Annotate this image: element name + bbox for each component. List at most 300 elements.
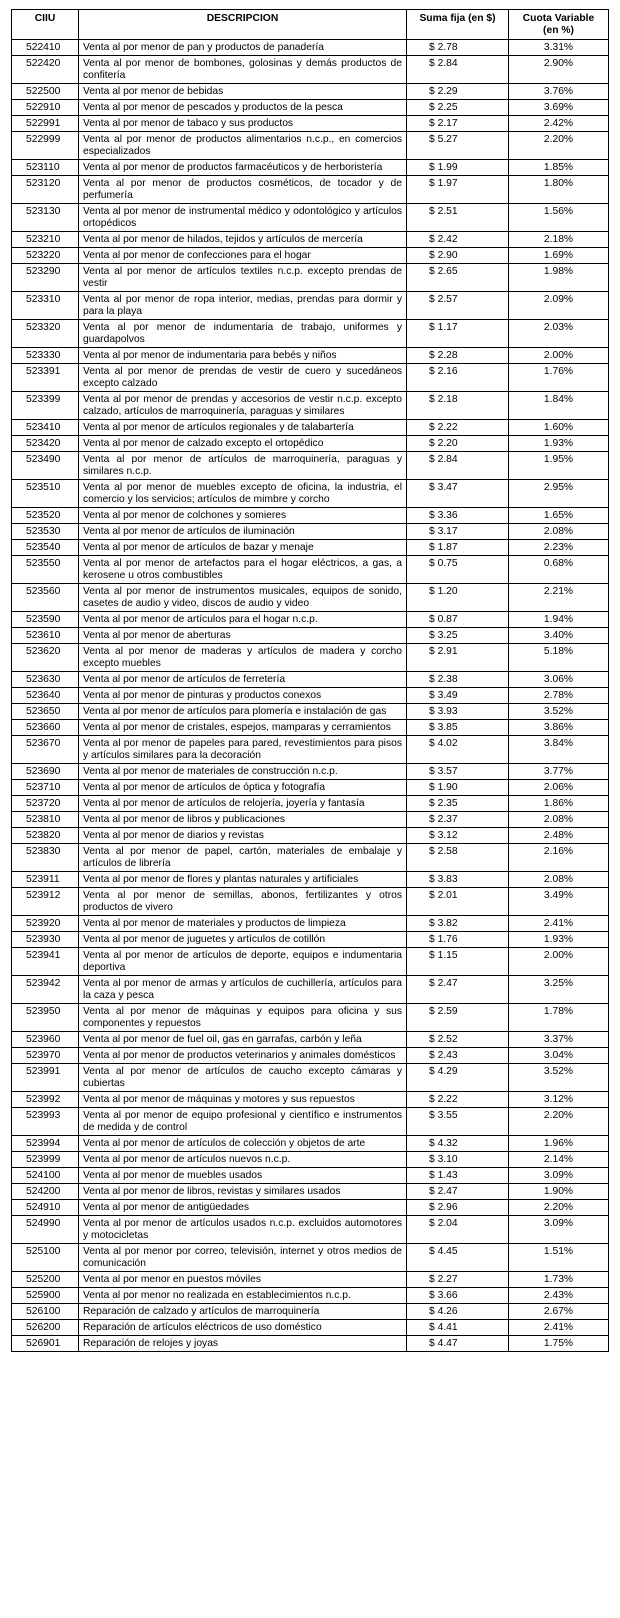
suma-fija-cell: $ 2.47	[407, 1184, 509, 1200]
cuota-variable-cell: 2.00%	[509, 348, 609, 364]
suma-fija-cell: $ 3.12	[407, 828, 509, 844]
table-row	[12, 436, 609, 452]
ciiu-cell: 523320	[12, 320, 79, 348]
cuota-variable-cell: 1.85%	[509, 160, 609, 176]
suma-fija-cell: $ 3.82	[407, 916, 509, 932]
ciiu-cell: 523550	[12, 556, 79, 584]
suma-fija-cell: $ 2.78	[407, 40, 509, 56]
table-row	[12, 1032, 609, 1048]
cuota-variable-cell: 3.06%	[509, 672, 609, 688]
suma-fija-cell: $ 2.96	[407, 1200, 509, 1216]
description-cell: Venta al por menor de artículos de marroquinería, paraguas y similares n.c.p.	[79, 452, 407, 480]
header-suma-fija: Suma fija (en $)	[407, 10, 509, 40]
table-row	[12, 720, 609, 736]
table-row	[12, 40, 609, 56]
cuota-variable-cell: 2.48%	[509, 828, 609, 844]
ciiu-cell: 523210	[12, 232, 79, 248]
description-cell: Venta al por menor de flores y plantas naturales y artificiales	[79, 872, 407, 888]
description-cell: Venta al por menor de calzado excepto el ortopédico	[79, 436, 407, 452]
description-cell: Reparación de calzado y artículos de marroquinería	[79, 1304, 407, 1320]
ciiu-cell: 523941	[12, 948, 79, 976]
header-ciiu: CIIU	[12, 10, 79, 40]
suma-fija-cell: $ 2.84	[407, 56, 509, 84]
cuota-variable-cell: 2.14%	[509, 1152, 609, 1168]
suma-fija-cell: $ 2.22	[407, 1092, 509, 1108]
ciiu-cell: 523670	[12, 736, 79, 764]
tariff-table	[11, 9, 609, 1352]
ciiu-cell: 524910	[12, 1200, 79, 1216]
suma-fija-cell: $ 2.17	[407, 116, 509, 132]
description-cell: Venta al por menor de prendas y accesorios de vestir n.c.p. excepto calzado, artículos de marroquinería, paraguas y similares	[79, 392, 407, 420]
table-row	[12, 612, 609, 628]
table-row	[12, 584, 609, 612]
cuota-variable-cell: 1.98%	[509, 264, 609, 292]
cuota-variable-cell: 2.09%	[509, 292, 609, 320]
ciiu-cell: 523399	[12, 392, 79, 420]
description-cell: Venta al por menor de muebles excepto de oficina, la industria, el comercio y los servicios; artículos de mimbre y corcho	[79, 480, 407, 508]
suma-fija-cell: $ 2.47	[407, 976, 509, 1004]
cuota-variable-cell: 1.78%	[509, 1004, 609, 1032]
cuota-variable-cell: 3.09%	[509, 1168, 609, 1184]
table-row	[12, 1184, 609, 1200]
table-row	[12, 1272, 609, 1288]
cuota-variable-cell: 3.76%	[509, 84, 609, 100]
suma-fija-cell: $ 2.18	[407, 392, 509, 420]
description-cell: Venta al por menor de tabaco y sus productos	[79, 116, 407, 132]
ciiu-cell: 523912	[12, 888, 79, 916]
description-cell: Venta al por menor de libros y publicaciones	[79, 812, 407, 828]
ciiu-cell: 523560	[12, 584, 79, 612]
suma-fija-cell: $ 3.36	[407, 508, 509, 524]
cuota-variable-cell: 1.80%	[509, 176, 609, 204]
cuota-variable-cell: 2.18%	[509, 232, 609, 248]
table-row	[12, 132, 609, 160]
description-cell: Venta al por menor de aberturas	[79, 628, 407, 644]
table-row	[12, 100, 609, 116]
table-row	[12, 1200, 609, 1216]
table-row	[12, 1004, 609, 1032]
suma-fija-cell: $ 2.20	[407, 436, 509, 452]
cuota-variable-cell: 2.03%	[509, 320, 609, 348]
table-row	[12, 1320, 609, 1336]
table-row	[12, 452, 609, 480]
cuota-variable-cell: 0.68%	[509, 556, 609, 584]
cuota-variable-cell: 1.90%	[509, 1184, 609, 1200]
table-row	[12, 628, 609, 644]
description-cell: Venta al por menor de pinturas y productos conexos	[79, 688, 407, 704]
table-row	[12, 1092, 609, 1108]
table-row	[12, 780, 609, 796]
suma-fija-cell: $ 1.99	[407, 160, 509, 176]
ciiu-cell: 523950	[12, 1004, 79, 1032]
table-row	[12, 812, 609, 828]
table-row	[12, 948, 609, 976]
suma-fija-cell: $ 1.87	[407, 540, 509, 556]
ciiu-cell: 522991	[12, 116, 79, 132]
table-row	[12, 320, 609, 348]
header-cuota-variable-unit: (en %)	[543, 25, 574, 36]
table-row	[12, 704, 609, 720]
cuota-variable-cell: 2.08%	[509, 812, 609, 828]
ciiu-cell: 523391	[12, 364, 79, 392]
description-cell: Venta al por menor de máquinas y motores y sus repuestos	[79, 1092, 407, 1108]
table-row	[12, 1064, 609, 1092]
ciiu-cell: 523710	[12, 780, 79, 796]
description-cell: Venta al por menor de libros, revistas y similares usados	[79, 1184, 407, 1200]
cuota-variable-cell: 3.52%	[509, 1064, 609, 1092]
table-row	[12, 932, 609, 948]
ciiu-cell: 523540	[12, 540, 79, 556]
table-row	[12, 1288, 609, 1304]
ciiu-cell: 526901	[12, 1336, 79, 1352]
ciiu-cell: 523620	[12, 644, 79, 672]
description-cell: Venta al por menor de indumentaria de trabajo, uniformes y guardapolvos	[79, 320, 407, 348]
ciiu-cell: 525900	[12, 1288, 79, 1304]
suma-fija-cell: $ 2.84	[407, 452, 509, 480]
header-descripcion: DESCRIPCION	[79, 10, 407, 40]
suma-fija-cell: $ 2.37	[407, 812, 509, 828]
ciiu-cell: 523820	[12, 828, 79, 844]
ciiu-cell: 523610	[12, 628, 79, 644]
description-cell: Venta al por menor de bebidas	[79, 84, 407, 100]
description-cell: Venta al por menor de antigüedades	[79, 1200, 407, 1216]
header-cuota-variable	[509, 10, 609, 40]
ciiu-cell: 523992	[12, 1092, 79, 1108]
table-row	[12, 688, 609, 704]
suma-fija-cell: $ 2.28	[407, 348, 509, 364]
suma-fija-cell: $ 4.45	[407, 1244, 509, 1272]
table-row	[12, 84, 609, 100]
description-cell: Venta al por menor de artículos de bazar y menaje	[79, 540, 407, 556]
description-cell: Venta al por menor en puestos móviles	[79, 1272, 407, 1288]
ciiu-cell: 523920	[12, 916, 79, 932]
cuota-variable-cell: 3.37%	[509, 1032, 609, 1048]
table-row	[12, 392, 609, 420]
ciiu-cell: 523720	[12, 796, 79, 812]
cuota-variable-cell: 1.56%	[509, 204, 609, 232]
description-cell: Venta al por menor de equipo profesional y científico e instrumentos de medida y de control	[79, 1108, 407, 1136]
ciiu-cell: 523290	[12, 264, 79, 292]
cuota-variable-cell: 1.96%	[509, 1136, 609, 1152]
suma-fija-cell: $ 1.90	[407, 780, 509, 796]
ciiu-cell: 523330	[12, 348, 79, 364]
suma-fija-cell: $ 2.04	[407, 1216, 509, 1244]
description-cell: Venta al por menor de artículos de óptica y fotografía	[79, 780, 407, 796]
description-cell: Venta al por menor de artículos de deporte, equipos e indumentaria deportiva	[79, 948, 407, 976]
description-cell: Venta al por menor de muebles usados	[79, 1168, 407, 1184]
cuota-variable-cell: 1.73%	[509, 1272, 609, 1288]
suma-fija-cell: $ 1.15	[407, 948, 509, 976]
ciiu-cell: 524990	[12, 1216, 79, 1244]
ciiu-cell: 523991	[12, 1064, 79, 1092]
description-cell: Venta al por menor de materiales de construcción n.c.p.	[79, 764, 407, 780]
description-cell: Venta al por menor de fuel oil, gas en garrafas, carbón y leña	[79, 1032, 407, 1048]
suma-fija-cell: $ 4.32	[407, 1136, 509, 1152]
suma-fija-cell: $ 3.66	[407, 1288, 509, 1304]
description-cell: Reparación de relojes y joyas	[79, 1336, 407, 1352]
table-row	[12, 1168, 609, 1184]
suma-fija-cell: $ 2.90	[407, 248, 509, 264]
suma-fija-cell: $ 3.25	[407, 628, 509, 644]
suma-fija-cell: $ 4.02	[407, 736, 509, 764]
cuota-variable-cell: 3.84%	[509, 736, 609, 764]
table-row	[12, 420, 609, 436]
cuota-variable-cell: 3.04%	[509, 1048, 609, 1064]
ciiu-cell: 523660	[12, 720, 79, 736]
ciiu-cell: 523310	[12, 292, 79, 320]
suma-fija-cell: $ 2.01	[407, 888, 509, 916]
table-row	[12, 480, 609, 508]
description-cell: Venta al por menor de máquinas y equipos para oficina y sus componentes y repuestos	[79, 1004, 407, 1032]
cuota-variable-cell: 3.49%	[509, 888, 609, 916]
suma-fija-cell: $ 2.91	[407, 644, 509, 672]
suma-fija-cell: $ 1.76	[407, 932, 509, 948]
ciiu-cell: 523810	[12, 812, 79, 828]
cuota-variable-cell: 3.69%	[509, 100, 609, 116]
table-header	[12, 10, 609, 40]
suma-fija-cell: $ 2.25	[407, 100, 509, 116]
ciiu-cell: 523690	[12, 764, 79, 780]
suma-fija-cell: $ 4.29	[407, 1064, 509, 1092]
ciiu-cell: 523520	[12, 508, 79, 524]
table-row	[12, 1216, 609, 1244]
cuota-variable-cell: 1.69%	[509, 248, 609, 264]
cuota-variable-cell: 2.20%	[509, 1108, 609, 1136]
cuota-variable-cell: 3.40%	[509, 628, 609, 644]
cuota-variable-cell: 1.84%	[509, 392, 609, 420]
table-row	[12, 1136, 609, 1152]
table-row	[12, 976, 609, 1004]
table-row	[12, 248, 609, 264]
suma-fija-cell: $ 2.38	[407, 672, 509, 688]
cuota-variable-cell: 1.75%	[509, 1336, 609, 1352]
ciiu-cell: 526100	[12, 1304, 79, 1320]
description-cell: Venta al por menor de cristales, espejos, mamparas y cerramientos	[79, 720, 407, 736]
cuota-variable-cell: 2.43%	[509, 1288, 609, 1304]
description-cell: Venta al por menor de artículos textiles n.c.p. excepto prendas de vestir	[79, 264, 407, 292]
description-cell: Venta al por menor por correo, televisión, internet y otros medios de comunicación	[79, 1244, 407, 1272]
table-row	[12, 872, 609, 888]
description-cell: Venta al por menor de juguetes y artículos de cotillón	[79, 932, 407, 948]
description-cell: Venta al por menor de artículos regionales y de talabartería	[79, 420, 407, 436]
table-row	[12, 364, 609, 392]
suma-fija-cell: $ 2.16	[407, 364, 509, 392]
suma-fija-cell: $ 0.87	[407, 612, 509, 628]
cuota-variable-cell: 3.77%	[509, 764, 609, 780]
description-cell: Venta al por menor de confecciones para el hogar	[79, 248, 407, 264]
table-row	[12, 1152, 609, 1168]
suma-fija-cell: $ 3.93	[407, 704, 509, 720]
ciiu-cell: 523650	[12, 704, 79, 720]
suma-fija-cell: $ 4.41	[407, 1320, 509, 1336]
cuota-variable-cell: 5.18%	[509, 644, 609, 672]
cuota-variable-cell: 2.78%	[509, 688, 609, 704]
table-row	[12, 672, 609, 688]
cuota-variable-cell: 2.20%	[509, 1200, 609, 1216]
suma-fija-cell: $ 0.75	[407, 556, 509, 584]
ciiu-cell: 523220	[12, 248, 79, 264]
suma-fija-cell: $ 3.47	[407, 480, 509, 508]
description-cell: Venta al por menor de artículos usados n.c.p. excluidos automotores y motocicletas	[79, 1216, 407, 1244]
ciiu-cell: 523911	[12, 872, 79, 888]
suma-fija-cell: $ 2.43	[407, 1048, 509, 1064]
ciiu-cell: 523130	[12, 204, 79, 232]
description-cell: Venta al por menor de instrumentos musicales, equipos de sonido, casetes de audio y video, discos de audio y video	[79, 584, 407, 612]
description-cell: Reparación de artículos eléctricos de uso doméstico	[79, 1320, 407, 1336]
cuota-variable-cell: 2.20%	[509, 132, 609, 160]
ciiu-cell: 522420	[12, 56, 79, 84]
ciiu-cell: 523490	[12, 452, 79, 480]
ciiu-cell: 523970	[12, 1048, 79, 1064]
cuota-variable-cell: 2.16%	[509, 844, 609, 872]
description-cell: Venta al por menor de semillas, abonos, fertilizantes y otros productos de vivero	[79, 888, 407, 916]
suma-fija-cell: $ 2.58	[407, 844, 509, 872]
table-row	[12, 1108, 609, 1136]
description-cell: Venta al por menor de materiales y productos de limpieza	[79, 916, 407, 932]
ciiu-cell: 524200	[12, 1184, 79, 1200]
table-row	[12, 916, 609, 932]
suma-fija-cell: $ 1.97	[407, 176, 509, 204]
cuota-variable-cell: 2.21%	[509, 584, 609, 612]
cuota-variable-cell: 3.52%	[509, 704, 609, 720]
suma-fija-cell: $ 2.22	[407, 420, 509, 436]
table-body	[12, 40, 609, 1352]
cuota-variable-cell: 2.06%	[509, 780, 609, 796]
cuota-variable-cell: 1.51%	[509, 1244, 609, 1272]
description-cell: Venta al por menor de colchones y somieres	[79, 508, 407, 524]
ciiu-cell: 523630	[12, 672, 79, 688]
suma-fija-cell: $ 1.17	[407, 320, 509, 348]
table-row	[12, 1048, 609, 1064]
description-cell: Venta al por menor de prendas de vestir de cuero y sucedáneos excepto calzado	[79, 364, 407, 392]
ciiu-cell: 523110	[12, 160, 79, 176]
cuota-variable-cell: 1.65%	[509, 508, 609, 524]
description-cell: Venta al por menor de ropa interior, medias, prendas para dormir y para la playa	[79, 292, 407, 320]
table-row	[12, 736, 609, 764]
table-row	[12, 56, 609, 84]
suma-fija-cell: $ 3.10	[407, 1152, 509, 1168]
suma-fija-cell: $ 2.51	[407, 204, 509, 232]
suma-fija-cell: $ 4.26	[407, 1304, 509, 1320]
ciiu-cell: 525100	[12, 1244, 79, 1272]
ciiu-cell: 523640	[12, 688, 79, 704]
ciiu-cell: 523942	[12, 976, 79, 1004]
cuota-variable-cell: 2.08%	[509, 524, 609, 540]
cuota-variable-cell: 1.60%	[509, 420, 609, 436]
suma-fija-cell: $ 3.57	[407, 764, 509, 780]
description-cell: Venta al por menor de bombones, golosinas y demás productos de confitería	[79, 56, 407, 84]
ciiu-cell: 523120	[12, 176, 79, 204]
ciiu-cell: 523960	[12, 1032, 79, 1048]
description-cell: Venta al por menor de diarios y revistas	[79, 828, 407, 844]
cuota-variable-cell: 2.00%	[509, 948, 609, 976]
ciiu-cell: 526200	[12, 1320, 79, 1336]
table-row	[12, 232, 609, 248]
table-row	[12, 844, 609, 872]
suma-fija-cell: $ 3.49	[407, 688, 509, 704]
ciiu-cell: 524100	[12, 1168, 79, 1184]
description-cell: Venta al por menor de artículos de iluminación	[79, 524, 407, 540]
table-row	[12, 644, 609, 672]
suma-fija-cell: $ 2.65	[407, 264, 509, 292]
suma-fija-cell: $ 3.17	[407, 524, 509, 540]
cuota-variable-cell: 1.76%	[509, 364, 609, 392]
description-cell: Venta al por menor de artículos de caucho excepto cámaras y cubiertas	[79, 1064, 407, 1092]
description-cell: Venta al por menor de artículos de ferretería	[79, 672, 407, 688]
table-row	[12, 540, 609, 556]
description-cell: Venta al por menor de productos alimentarios n.c.p., en comercios especializados	[79, 132, 407, 160]
description-cell: Venta al por menor de indumentaria para bebés y niños	[79, 348, 407, 364]
table-row	[12, 508, 609, 524]
description-cell: Venta al por menor de productos veterinarios y animales domésticos	[79, 1048, 407, 1064]
cuota-variable-cell: 1.86%	[509, 796, 609, 812]
cuota-variable-cell: 3.25%	[509, 976, 609, 1004]
description-cell: Venta al por menor de papel, cartón, materiales de embalaje y artículos de librería	[79, 844, 407, 872]
table-row	[12, 764, 609, 780]
description-cell: Venta al por menor no realizada en establecimientos n.c.p.	[79, 1288, 407, 1304]
ciiu-cell: 522910	[12, 100, 79, 116]
table-row	[12, 160, 609, 176]
ciiu-cell: 523930	[12, 932, 79, 948]
ciiu-cell: 523510	[12, 480, 79, 508]
cuota-variable-cell: 2.95%	[509, 480, 609, 508]
suma-fija-cell: $ 1.43	[407, 1168, 509, 1184]
table-row	[12, 264, 609, 292]
ciiu-cell: 522500	[12, 84, 79, 100]
header-cuota-variable-label: Cuota Variable	[522, 13, 595, 24]
suma-fija-cell: $ 2.57	[407, 292, 509, 320]
table-row	[12, 1304, 609, 1320]
description-cell: Venta al por menor de artículos para el hogar n.c.p.	[79, 612, 407, 628]
suma-fija-cell: $ 2.29	[407, 84, 509, 100]
cuota-variable-cell: 2.90%	[509, 56, 609, 84]
ciiu-cell: 523994	[12, 1136, 79, 1152]
suma-fija-cell: $ 1.20	[407, 584, 509, 612]
table-row	[12, 1244, 609, 1272]
ciiu-cell: 522410	[12, 40, 79, 56]
cuota-variable-cell: 3.12%	[509, 1092, 609, 1108]
ciiu-cell: 523530	[12, 524, 79, 540]
suma-fija-cell: $ 2.42	[407, 232, 509, 248]
suma-fija-cell: $ 2.52	[407, 1032, 509, 1048]
description-cell: Venta al por menor de productos farmacéuticos y de herboristería	[79, 160, 407, 176]
cuota-variable-cell: 2.08%	[509, 872, 609, 888]
description-cell: Venta al por menor de pan y productos de panadería	[79, 40, 407, 56]
description-cell: Venta al por menor de pescados y productos de la pesca	[79, 100, 407, 116]
suma-fija-cell: $ 2.27	[407, 1272, 509, 1288]
description-cell: Venta al por menor de armas y artículos de cuchillería, artículos para la caza y pesca	[79, 976, 407, 1004]
suma-fija-cell: $ 3.83	[407, 872, 509, 888]
ciiu-cell: 523993	[12, 1108, 79, 1136]
ciiu-cell: 523410	[12, 420, 79, 436]
ciiu-cell: 522999	[12, 132, 79, 160]
ciiu-cell: 525200	[12, 1272, 79, 1288]
description-cell: Venta al por menor de hilados, tejidos y artículos de mercería	[79, 232, 407, 248]
description-cell: Venta al por menor de artículos nuevos n.c.p.	[79, 1152, 407, 1168]
cuota-variable-cell: 1.95%	[509, 452, 609, 480]
table-row	[12, 292, 609, 320]
header-row	[12, 10, 609, 40]
table-row	[12, 204, 609, 232]
description-cell: Venta al por menor de maderas y artículos de madera y corcho excepto muebles	[79, 644, 407, 672]
table-row	[12, 348, 609, 364]
description-cell: Venta al por menor de productos cosméticos, de tocador y de perfumería	[79, 176, 407, 204]
cuota-variable-cell: 2.67%	[509, 1304, 609, 1320]
table-row	[12, 828, 609, 844]
table-row	[12, 796, 609, 812]
cuota-variable-cell: 1.93%	[509, 436, 609, 452]
table-row	[12, 888, 609, 916]
